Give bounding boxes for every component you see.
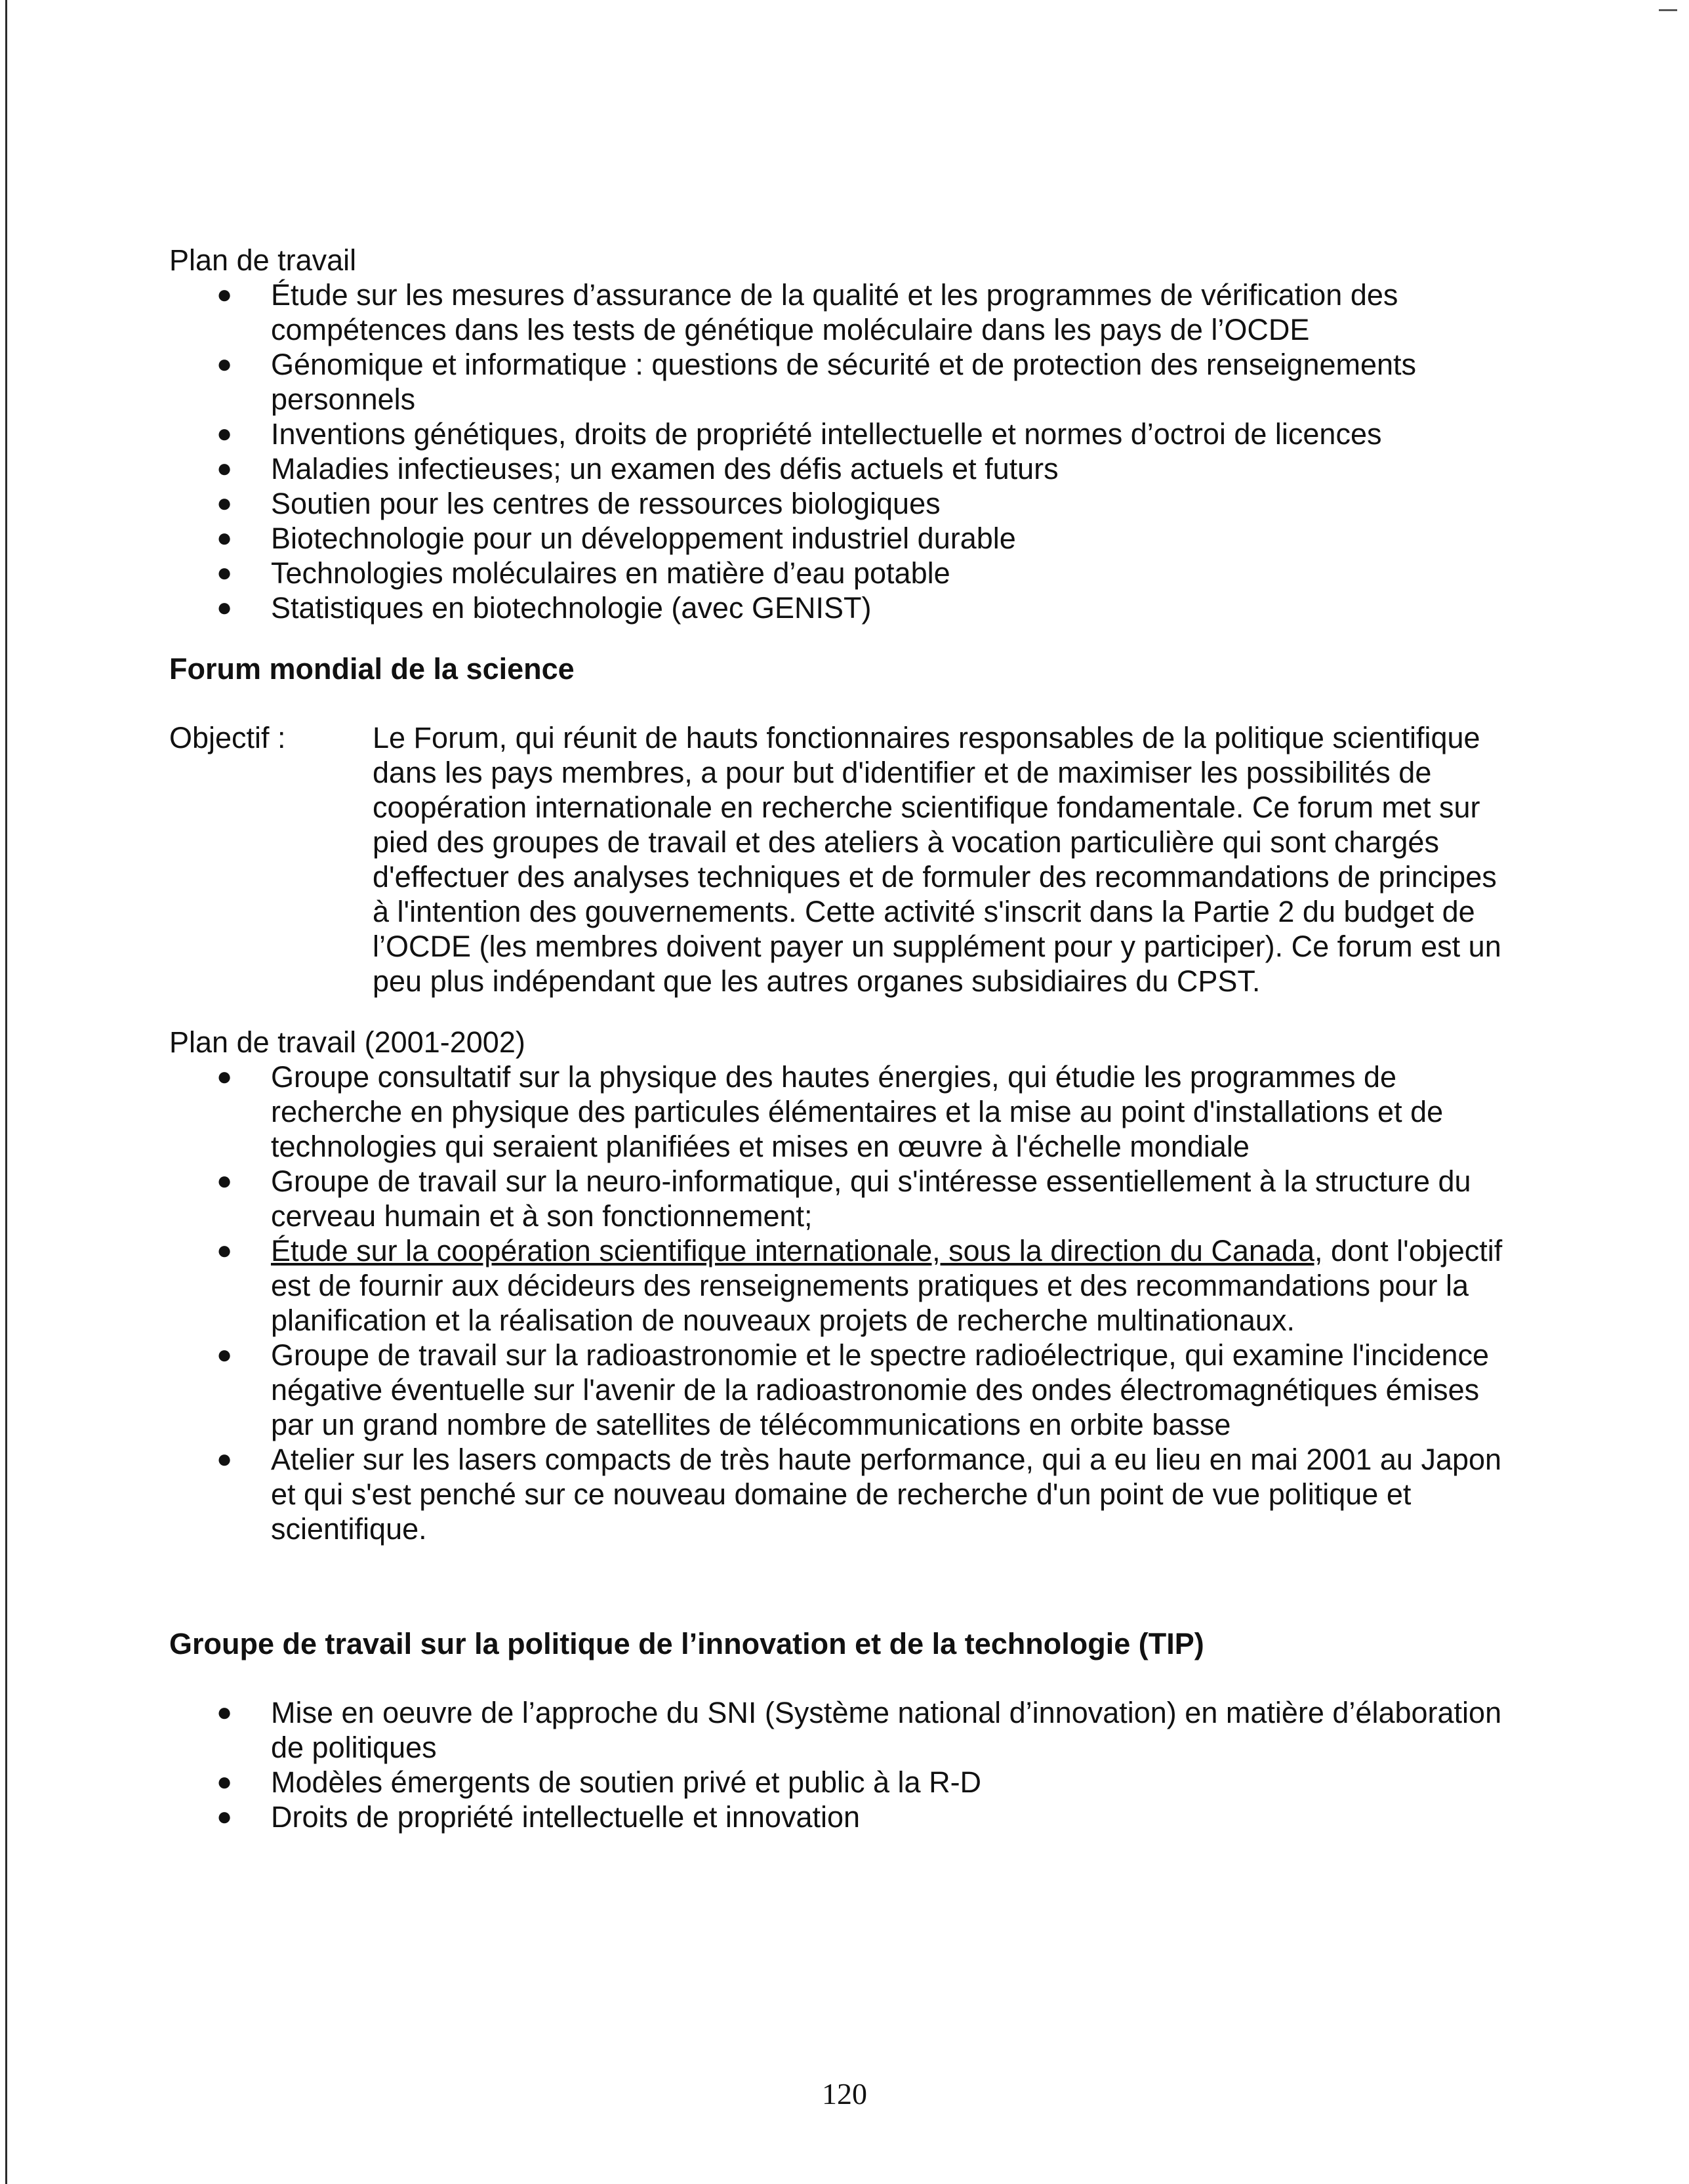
bullet-icon: ● <box>216 1340 233 1369</box>
workplan-2001-list <box>169 1060 1507 1546</box>
workplan-label: Plan de travail <box>169 243 357 277</box>
list-item: ● Modèles émergents de soutien privé et public à la R-D <box>216 1765 982 1799</box>
list-item: ● Atelier sur les lasers compacts de très haute performance, qui a eu lieu en mai 2001 au Japon et qui s'est penché sur ce nouveau domaine de recherche d'un point de vue politique et scientifique. <box>216 1443 1502 1546</box>
tip-list <box>169 1695 1507 1834</box>
list-item: ● Statistiques en biotechnologie (avec GENIST) <box>216 591 872 625</box>
document-body <box>169 243 1507 1834</box>
bullet-icon: ● <box>216 1445 233 1473</box>
bullet-icon: ● <box>216 419 233 448</box>
list-item: ● Groupe consultatif sur la physique des hautes énergies, qui étudie les programmes de recherche en physique des particules élémentaires et la mise au point d'installations et de technologies qui seraient planifiées et mises en œuvre à l'échelle mondiale <box>216 1060 1444 1163</box>
bullet-icon: ● <box>216 350 233 379</box>
bullet-icon: ● <box>216 1062 233 1091</box>
bullet-icon: ● <box>216 1236 233 1265</box>
bullet-icon: ● <box>216 1802 233 1831</box>
bullet-icon: ● <box>216 1698 233 1727</box>
list-item: ● Soutien pour les centres de ressources biologiques <box>216 487 941 520</box>
underlined-text: Étude sur la coopération scientifique internationale, sous la direction du Canada, <box>271 1234 1323 1267</box>
list-item: ● Étude sur les mesures d’assurance de la qualité et les programmes de vérification des compétences dans les tests de génétique moléculaire dans les pays de l’OCDE <box>216 278 1398 346</box>
workplan-2001-label: Plan de travail (2001-2002) <box>169 1025 525 1059</box>
forum-heading: Forum mondial de la science <box>169 652 575 686</box>
objective-row <box>169 720 1507 999</box>
bullet-icon: ● <box>216 1166 233 1195</box>
list-item: ● Mise en oeuvre de l’approche du SNI (Système national d’innovation) en matière d’élaboration de politiques <box>216 1696 1502 1764</box>
bullet-icon: ● <box>216 593 233 622</box>
bullet-icon: ● <box>216 454 233 483</box>
workplan-list <box>169 278 1507 625</box>
scan-border <box>5 0 7 2184</box>
list-item: ● Groupe de travail sur la radioastronomie et le spectre radioélectrique, qui examine l'incidence négative éventuelle sur l'avenir de la radioastronomie des ondes électromagnétiques émises par un grand nombre de satellites de télécommunications en orbite basse <box>216 1338 1490 1441</box>
list-item: ● Biotechnologie pour un développement industriel durable <box>216 522 1016 555</box>
objective-label: Objectif : <box>169 721 286 754</box>
list-item: ● Maladies infectieuses; un examen des défis actuels et futurs <box>216 452 1059 485</box>
tip-heading: Groupe de travail sur la politique de l’innovation et de la technologie (TIP) <box>169 1627 1204 1660</box>
page-number: 120 <box>822 2077 867 2111</box>
list-item: ● Inventions génétiques, droits de propriété intellectuelle et normes d’octroi de licences <box>216 417 1382 451</box>
list-item: ● Étude sur la coopération scientifique internationale, sous la direction du Canada, dont l'objectif est de fournir aux décideurs des renseignements pratiques et des recommandations pour la planification et la réalisation de nouveaux projets de recherche multinationaux. <box>216 1234 1503 1337</box>
list-item: ● Groupe de travail sur la neuro-informatique, qui s'intéresse essentiellement à la structure du cerveau humain et à son fonctionnement; <box>216 1164 1471 1233</box>
bullet-icon: ● <box>216 280 233 309</box>
list-item: ● Technologies moléculaires en matière d’eau potable <box>216 556 950 590</box>
bullet-icon: ● <box>216 1767 233 1796</box>
objective-text: Le Forum, qui réunit de hauts fonctionnaires responsables de la politique scientifique dans les pays membres, a pour but d'identifier et de maximiser les possibilités de coopération internationale en recherche scientifique fondamentale. Ce forum met sur pied des groupes de travail et des ateliers à vocation particulière qui sont chargés d'effectuer des analyses techniques et de formuler des recommandations de principes à l'intention des gouvernements. Cette activité s'inscrit dans la Partie 2 du budget de l’OCDE (les membres doivent payer un supplément pour y participer). Ce forum est un peu plus indépendant que les autres organes subsidiaires du CPST. <box>373 721 1501 998</box>
scan-mark <box>1659 9 1677 11</box>
list-item: ● Génomique et informatique : questions de sécurité et de protection des renseignements personnels <box>216 348 1417 416</box>
bullet-icon: ● <box>216 524 233 552</box>
bullet-icon: ● <box>216 489 233 518</box>
bullet-icon: ● <box>216 558 233 587</box>
list-item: ● Droits de propriété intellectuelle et innovation <box>216 1800 861 1834</box>
